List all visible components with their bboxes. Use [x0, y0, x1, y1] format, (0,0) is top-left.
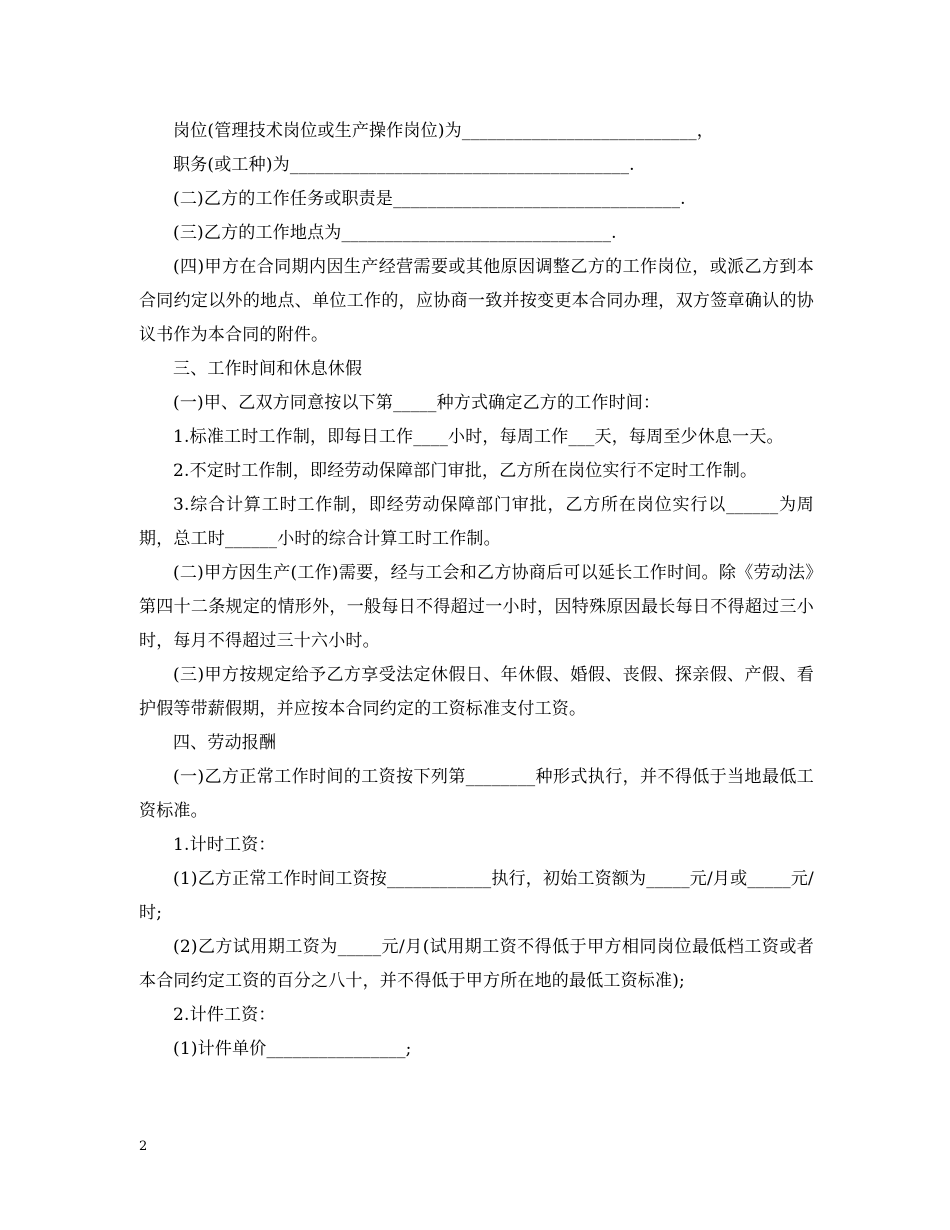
- paragraph-hours-method: (一)甲、乙双方同意按以下第_____种方式确定乙方的工作时间：: [173, 393, 661, 413]
- paragraph-comprehensive-hours: 3.综合计算工时工作制，即经劳动保障部门审批，乙方所在岗位实行以______为周期，总工时______小时的综合计算工时工作制。: [139, 495, 814, 549]
- paragraph-probation-wage: (2)乙方试用期工资为_____元/月(试用期工资不得低于甲方相同岗位最低档工资或者本合同约定工资的百分之八十，并不得低于甲方所在地的最低工资标准);: [139, 937, 814, 991]
- paragraph-flexible-hours: 2.不定时工作制，即经劳动保障部门审批，乙方所在岗位实行不定时工作制。: [173, 461, 758, 481]
- paragraph-piece-unit-price: (1)计件单价________________;: [173, 1039, 412, 1059]
- paragraph-work-location: (三)乙方的工作地点为_______________________________.: [173, 223, 617, 243]
- paragraph-duties: (二)乙方的工作任务或职责是_________________________________.: [173, 189, 686, 209]
- paragraph-time-wage: 1.计时工资：: [173, 835, 276, 855]
- page-number: 2: [139, 1139, 148, 1154]
- section-heading-remuneration: 四、劳动报酬: [173, 733, 277, 753]
- paragraph-overtime: (二)甲方因生产(工作)需要，经与工会和乙方协商后可以延长工作时间。除《劳动法》第四十二条规定的情形外，一般每日不得超过一小时，因特殊原因最长每日不得超过三小时，每月不得超过三十六小时。: [139, 563, 814, 651]
- paragraph-piece-wage: 2.计件工资：: [173, 1005, 276, 1025]
- paragraph-paid-leave: (三)甲方按规定给予乙方享受法定休假日、年休假、婚假、丧假、探亲假、产假、看护假等带薪假期，并应按本合同约定的工资标准支付工资。: [139, 665, 814, 719]
- paragraph-job-title: 职务(或工种)为_______________________________________.: [173, 155, 635, 175]
- paragraph-position-change: (四)甲方在合同期内因生产经营需要或其他原因调整乙方的工作岗位，或派乙方到本合同约定以外的地点、单位工作的，应协商一致并按变更本合同办理，双方签章确认的协议书作为本合同的附件。: [139, 257, 814, 345]
- section-heading-working-hours: 三、工作时间和休息休假: [173, 359, 363, 379]
- paragraph-wage-form: (一)乙方正常工作时间的工资按下列第________种形式执行，并不得低于当地最低工资标准。: [139, 767, 814, 821]
- document-body: [139, 114, 814, 1066]
- paragraph-position: 岗位(管理技术岗位或生产操作岗位)为___________________________，: [173, 121, 714, 141]
- paragraph-standard-hours: 1.标准工时工作制，即每日工作____小时，每周工作___天，每周至少休息一天。: [173, 427, 784, 447]
- paragraph-normal-wage: (1)乙方正常工作时间工资按____________执行，初始工资额为_____元/月或_____元/时;: [139, 869, 814, 923]
